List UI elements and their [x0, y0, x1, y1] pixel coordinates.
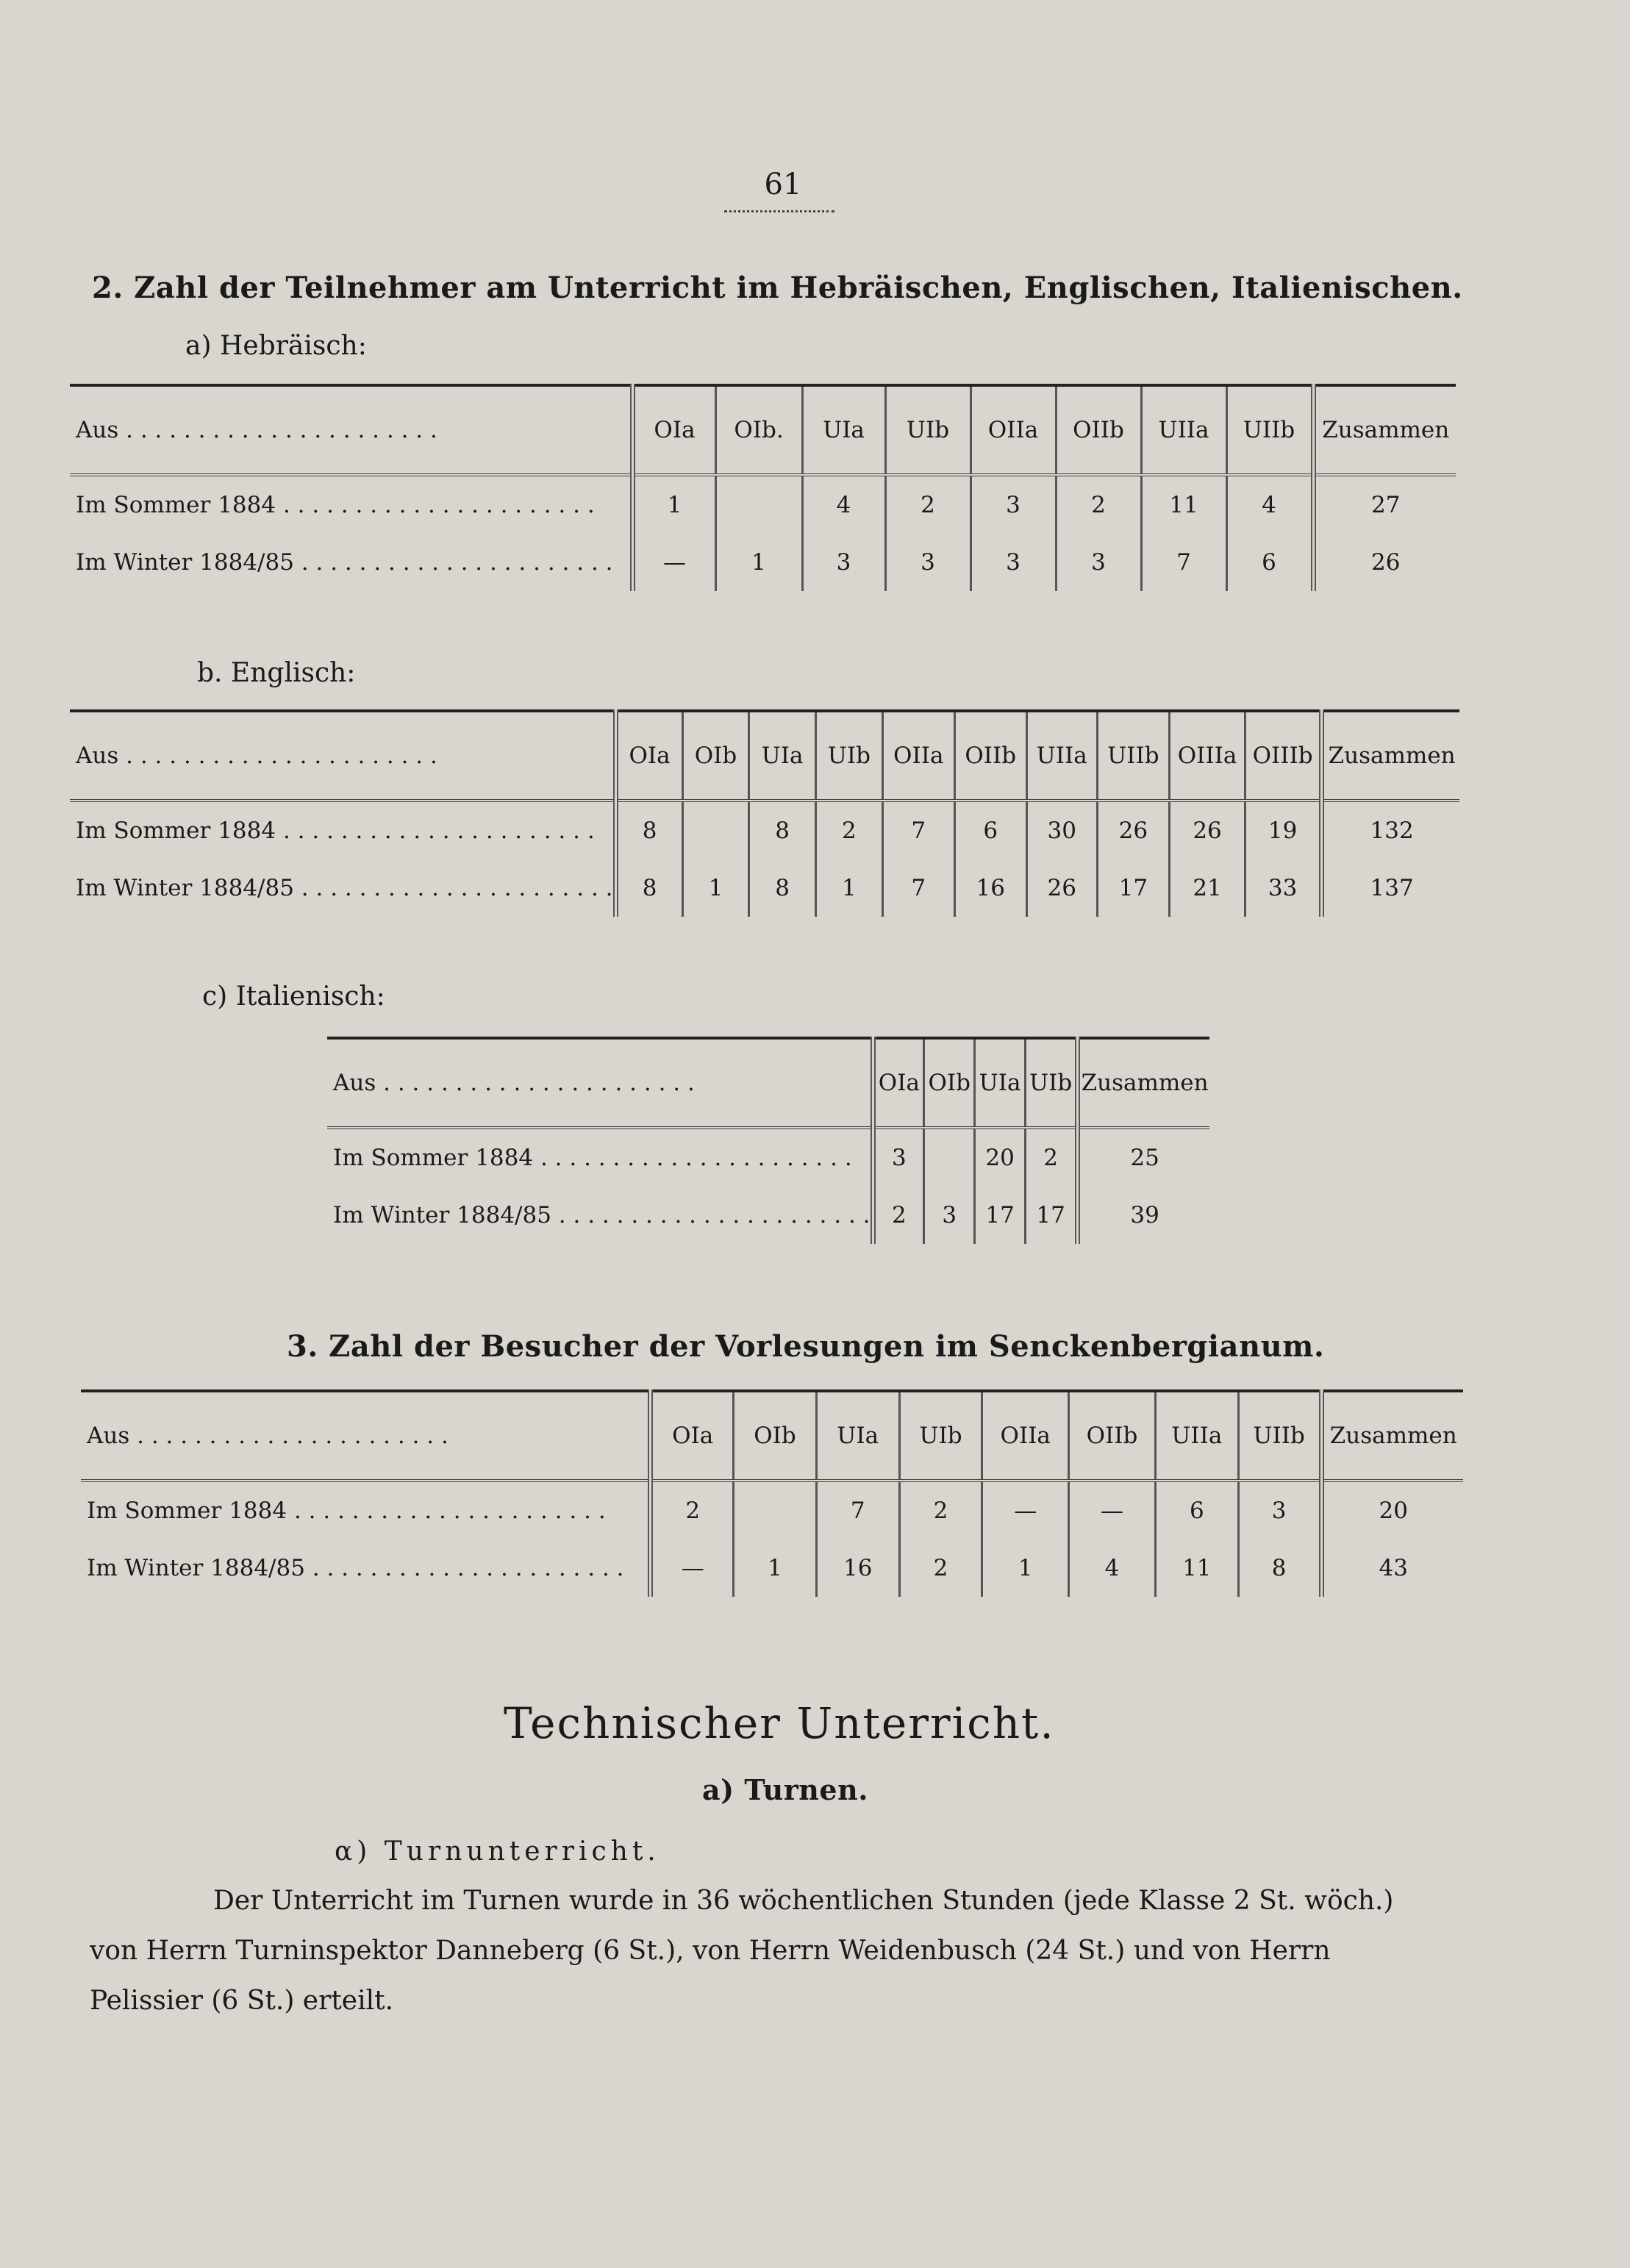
column-header: UIa [975, 1038, 1026, 1128]
hebrew-table [70, 384, 1456, 591]
column-header: UIIa [1026, 711, 1097, 801]
paragraph-line-2: von Herrn Turninspektor Danneberg (6 St.), von Herrn Weidenbusch (24 St.) und von Herrn [90, 1936, 1331, 1966]
table-cell: 27 [1313, 475, 1456, 534]
table-cell: 4 [1226, 475, 1313, 534]
table-header-row [327, 1038, 1209, 1128]
table-cell: — [651, 1539, 734, 1597]
table-cell: 8 [615, 801, 682, 859]
table-cell: 2 [873, 1187, 924, 1244]
table-cell: 21 [1170, 859, 1245, 917]
table-cell: 8 [615, 859, 682, 917]
table-cell: 6 [1226, 534, 1313, 591]
table-cell: 4 [1069, 1539, 1156, 1597]
table-cell: 7 [882, 801, 954, 859]
table-row [327, 1128, 1209, 1187]
technical-title: Technischer Unterricht. [504, 1698, 1055, 1748]
column-header: UIIb [1097, 711, 1170, 801]
table-cell: 16 [954, 859, 1026, 917]
turnunterricht-subheading: α) Turnunterricht. [335, 1836, 660, 1867]
table-cell: 1 [815, 859, 882, 917]
column-header: OIIIb [1245, 711, 1321, 801]
row-label: Im Winter 1884/85 . . . [70, 534, 632, 591]
hebrew-label: a) Hebräisch: [185, 331, 367, 361]
column-header: Zusammen [1321, 1391, 1463, 1481]
table-cell: 20 [1321, 1481, 1463, 1539]
column-header: OIIb [954, 711, 1026, 801]
table-cell: 8 [749, 859, 816, 917]
senckenbergianum-table [81, 1389, 1463, 1597]
table-cell: 2 [815, 801, 882, 859]
table-cell: 19 [1245, 801, 1321, 859]
table-cell: 26 [1097, 801, 1170, 859]
table-header-row [70, 385, 1456, 475]
table-cell: — [632, 534, 715, 591]
table-cell: 1 [715, 534, 802, 591]
table-cell: 3 [802, 534, 885, 591]
table-cell: 4 [802, 475, 885, 534]
column-header: UIIa [1141, 385, 1226, 475]
column-header: OIb [682, 711, 749, 801]
row-label: Im Sommer 1884 . . . [81, 1481, 651, 1539]
table-cell: 7 [816, 1481, 899, 1539]
column-header: UIa [749, 711, 816, 801]
section2-title: 2. Zahl der Teilnehmer am Unterricht im Hebräischen, Englischen, Italienischen. [92, 271, 1463, 305]
table-cell: 26 [1170, 801, 1245, 859]
table-cell: 1 [734, 1539, 817, 1597]
table-cell: 2 [1056, 475, 1141, 534]
table-row [70, 801, 1459, 859]
table-row [327, 1187, 1209, 1244]
table-cell: 11 [1155, 1539, 1238, 1597]
table-cell: 3 [885, 534, 971, 591]
column-header: OIb [734, 1391, 817, 1481]
table-cell: 137 [1322, 859, 1459, 917]
header-source-label: Aus . . . [70, 711, 615, 801]
table-cell: 43 [1321, 1539, 1463, 1597]
column-header: OIb [924, 1038, 975, 1128]
table-cell: 7 [1141, 534, 1226, 591]
table-cell: 1 [982, 1539, 1069, 1597]
column-header: UIa [802, 385, 885, 475]
section3-title: 3. Zahl der Besucher der Vorlesungen im Senckenbergianum. [287, 1329, 1325, 1364]
table-row [70, 534, 1456, 591]
table-cell [734, 1481, 817, 1539]
column-header: UIIb [1238, 1391, 1321, 1481]
table-cell: 3 [971, 475, 1056, 534]
table-cell [682, 801, 749, 859]
table-cell: 2 [651, 1481, 734, 1539]
table-cell: 20 [975, 1128, 1026, 1187]
table-cell: 26 [1313, 534, 1456, 591]
table-cell: 3 [1056, 534, 1141, 591]
column-header: UIb [885, 385, 971, 475]
column-header: OIIa [882, 711, 954, 801]
table-row [70, 475, 1456, 534]
column-header: UIa [816, 1391, 899, 1481]
table-cell: 6 [954, 801, 1026, 859]
table-cell: 33 [1245, 859, 1321, 917]
table-cell: 16 [816, 1539, 899, 1597]
row-label: Im Sommer 1884 . . . [70, 475, 632, 534]
table-cell: 2 [1025, 1128, 1077, 1187]
column-header: OIa [651, 1391, 734, 1481]
table-cell: 8 [1238, 1539, 1321, 1597]
table-header-row [70, 711, 1459, 801]
header-source-label: Aus . . . [81, 1391, 651, 1481]
column-header: OIa [632, 385, 715, 475]
italian-label: c) Italienisch: [202, 981, 385, 1012]
table-cell: 26 [1026, 859, 1097, 917]
paragraph-line-1: Der Unterricht im Turnen wurde in 36 wöchentlichen Stunden (jede Klasse 2 St. wöch.) [213, 1886, 1394, 1916]
table-cell: 1 [632, 475, 715, 534]
page-number-underline [724, 207, 834, 212]
table-cell: 1 [682, 859, 749, 917]
row-label: Im Winter 1884/85 . . . [81, 1539, 651, 1597]
page-number: 61 [764, 168, 802, 201]
table-cell: 25 [1078, 1128, 1209, 1187]
table-cell: — [1069, 1481, 1156, 1539]
column-header: OIIb [1056, 385, 1141, 475]
row-label: Im Winter 1884/85 . . . [327, 1187, 873, 1244]
table-cell: 8 [749, 801, 816, 859]
turnen-heading: a) Turnen. [702, 1773, 868, 1806]
column-header: Zusammen [1322, 711, 1459, 801]
header-source-label: Aus . . . [70, 385, 632, 475]
table-header-row [81, 1391, 1463, 1481]
table-cell: 17 [1097, 859, 1170, 917]
column-header: OIIa [971, 385, 1056, 475]
table-cell: — [982, 1481, 1069, 1539]
table-cell: 3 [924, 1187, 975, 1244]
table-cell: 7 [882, 859, 954, 917]
table-cell: 17 [975, 1187, 1026, 1244]
table-cell: 3 [1238, 1481, 1321, 1539]
table-cell [715, 475, 802, 534]
table-cell: 2 [899, 1539, 982, 1597]
column-header: UIIb [1226, 385, 1313, 475]
english-label: b. Englisch: [197, 658, 356, 688]
column-header: OIIb [1069, 1391, 1156, 1481]
table-cell: 3 [873, 1128, 924, 1187]
column-header: OIa [615, 711, 682, 801]
column-header: UIb [1025, 1038, 1077, 1128]
english-table [70, 709, 1459, 917]
table-cell: 3 [971, 534, 1056, 591]
column-header: OIIIa [1170, 711, 1245, 801]
table-cell: 30 [1026, 801, 1097, 859]
table-cell [924, 1128, 975, 1187]
italian-table [327, 1037, 1209, 1244]
column-header: Zusammen [1313, 385, 1456, 475]
row-label: Im Sommer 1884 . . . [327, 1128, 873, 1187]
column-header: OIIa [982, 1391, 1069, 1481]
table-cell: 39 [1078, 1187, 1209, 1244]
table-cell: 11 [1141, 475, 1226, 534]
column-header: UIIa [1155, 1391, 1238, 1481]
column-header: UIb [815, 711, 882, 801]
paragraph-line-3: Pelissier (6 St.) erteilt. [90, 1986, 394, 2016]
table-cell: 17 [1025, 1187, 1077, 1244]
table-cell: 2 [885, 475, 971, 534]
column-header: OIa [873, 1038, 924, 1128]
table-row [70, 859, 1459, 917]
table-cell: 2 [899, 1481, 982, 1539]
header-source-label: Aus . . . [327, 1038, 873, 1128]
row-label: Im Winter 1884/85 . . . [70, 859, 615, 917]
row-label: Im Sommer 1884 . . . [70, 801, 615, 859]
column-header: UIb [899, 1391, 982, 1481]
column-header: OIb. [715, 385, 802, 475]
table-cell: 6 [1155, 1481, 1238, 1539]
table-row [81, 1539, 1463, 1597]
table-row [81, 1481, 1463, 1539]
table-cell: 132 [1322, 801, 1459, 859]
column-header: Zusammen [1078, 1038, 1209, 1128]
